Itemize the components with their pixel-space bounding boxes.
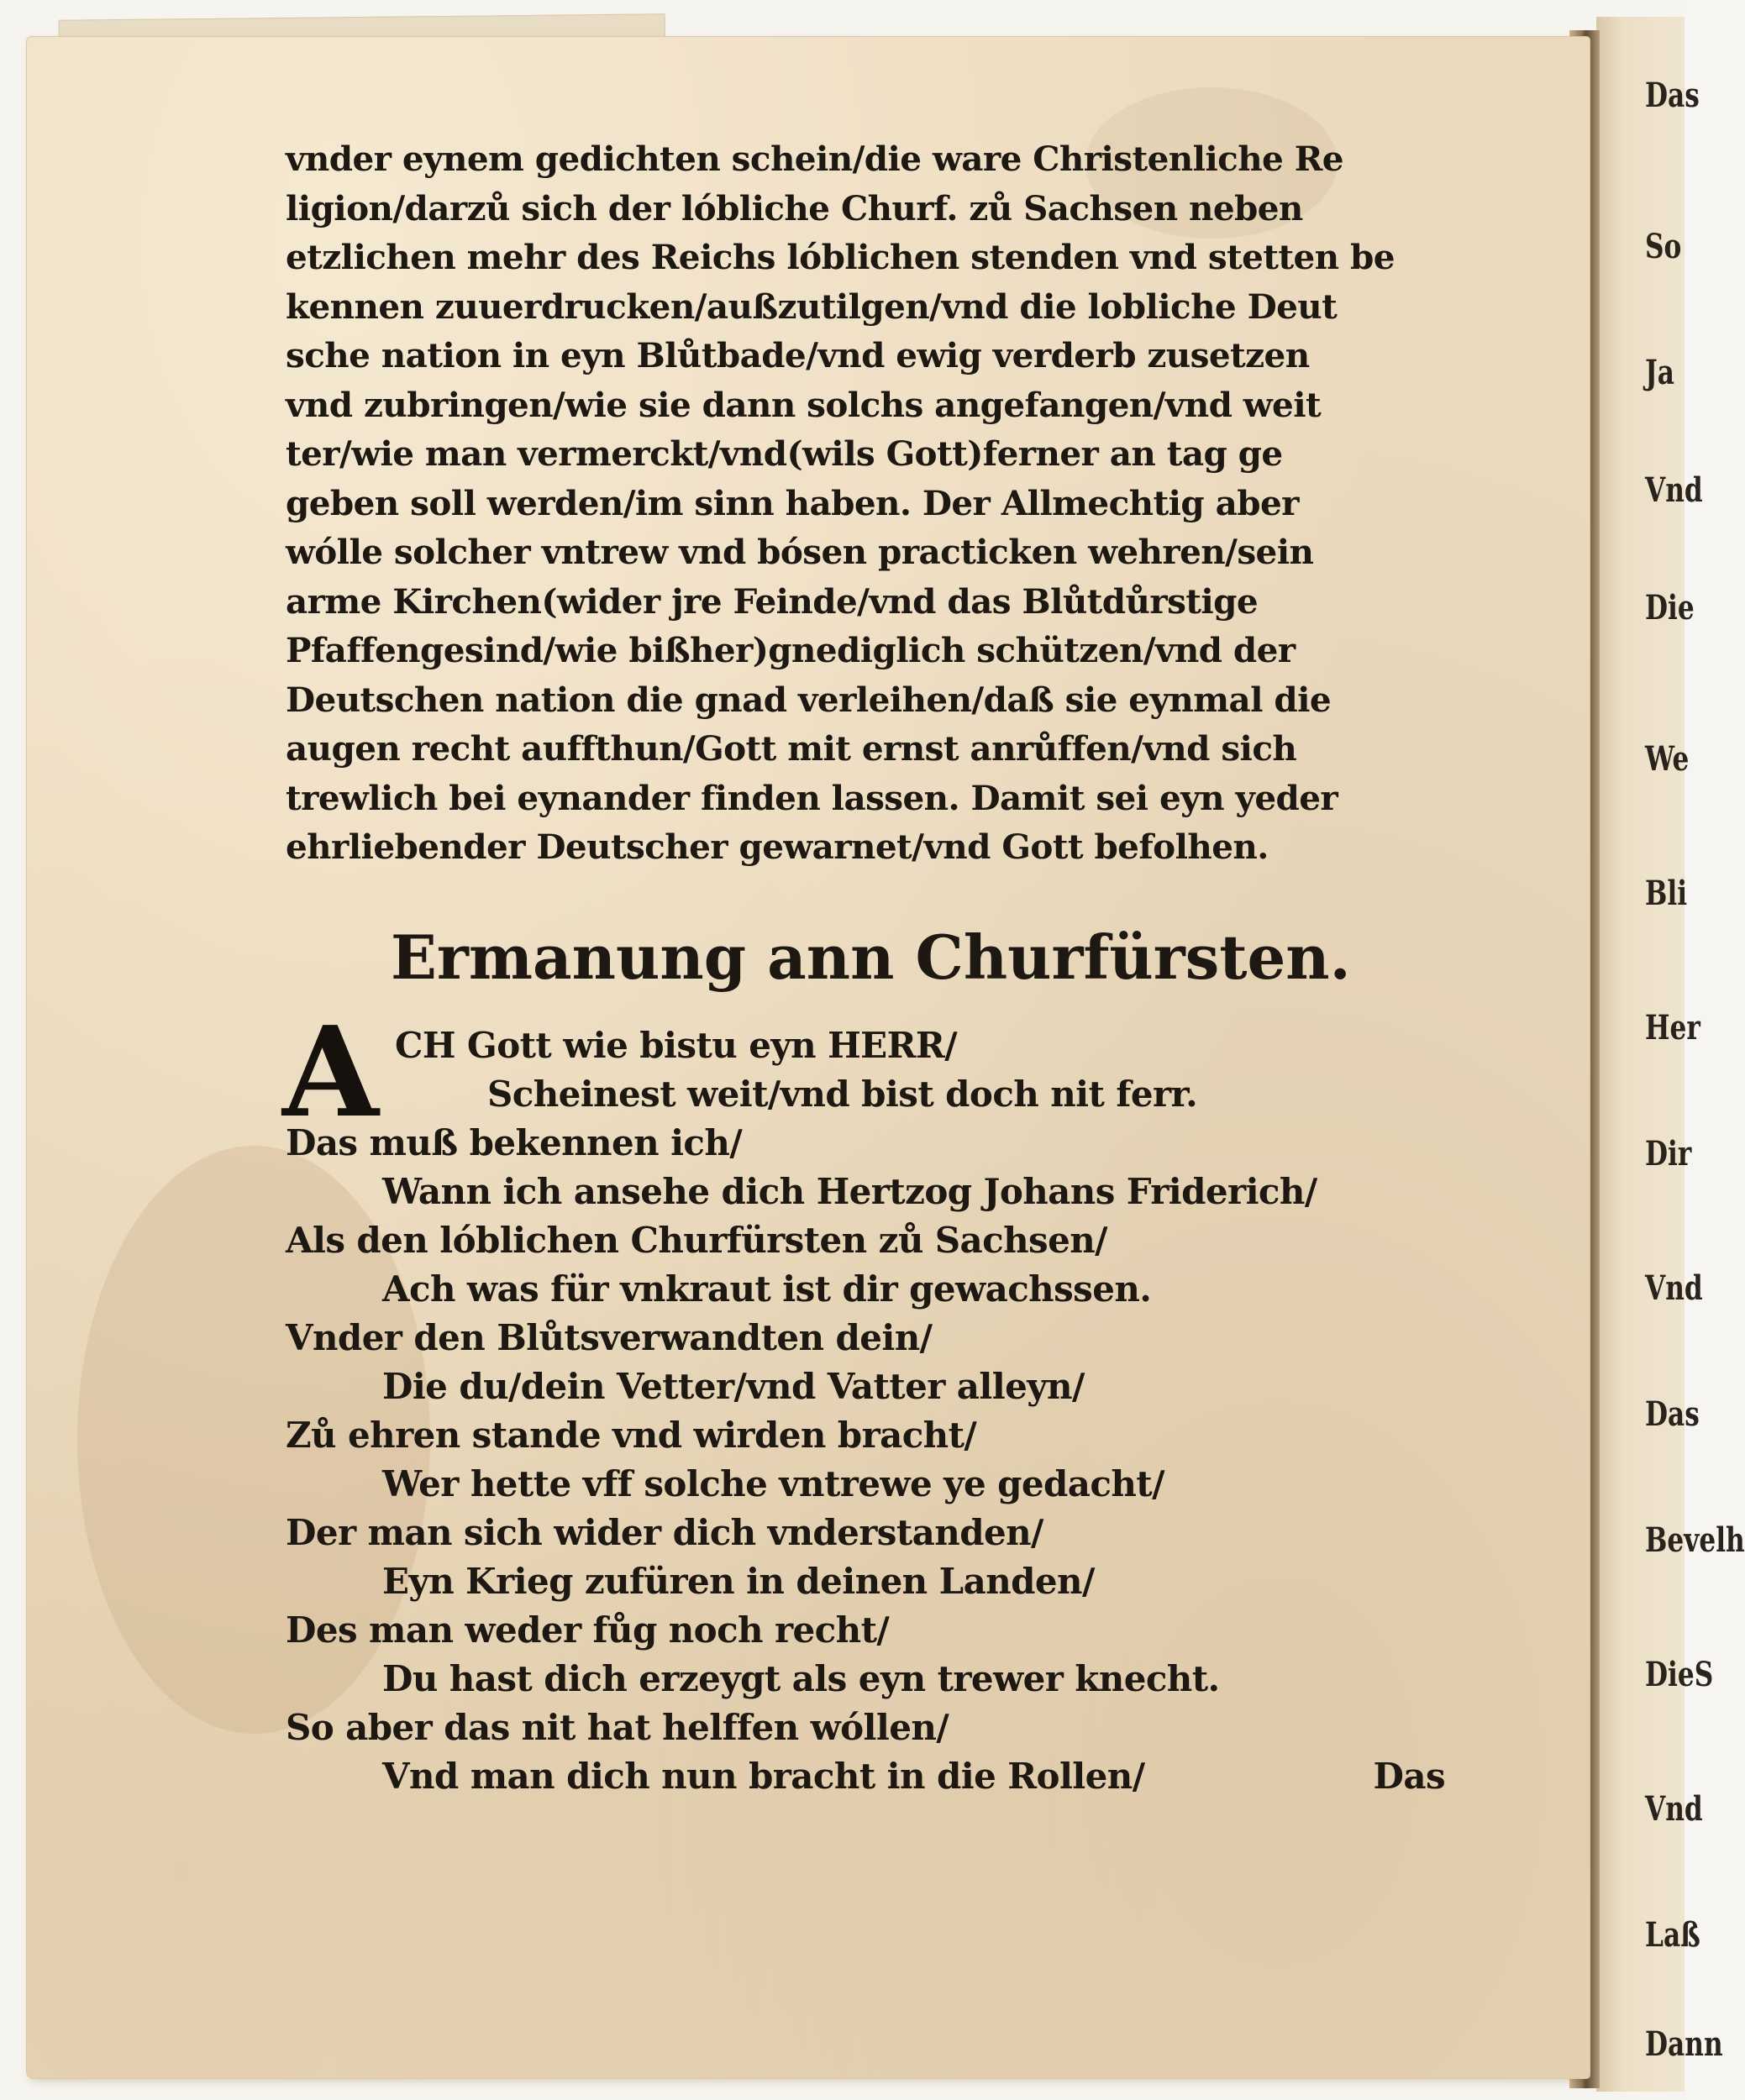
facing-page-fragment: Die	[1645, 588, 1695, 627]
facing-page-fragment: Ja	[1645, 353, 1674, 392]
facing-page-fragment: Dir	[1645, 1134, 1692, 1173]
facing-page-fragment: Vnd	[1645, 1789, 1703, 1829]
prose-line: etzlichen mehr des Reichs lóblichen stenden vnd stetten be	[286, 237, 1395, 277]
verse-line: Ach was für vnkraut ist dir gewachssen.	[382, 1268, 1152, 1310]
drop-capital: A	[282, 998, 379, 1145]
facing-page-fragment: Dann	[1645, 2024, 1723, 2064]
verse-line: CH Gott wie bistu eyn HERR/	[395, 1024, 957, 1066]
prose-line: vnder eynem gedichten schein/die ware Christenliche Re	[286, 139, 1343, 179]
section-heading: Ermanung ann Churfürsten.	[391, 921, 1351, 993]
verse-line: Die du/dein Vetter/vnd Vatter alleyn/	[382, 1365, 1085, 1407]
facing-page-fragment: We	[1645, 739, 1690, 779]
facing-page-fragment: Bevelh	[1645, 1520, 1745, 1560]
verse-line: Des man weder fůg noch recht/	[286, 1609, 890, 1651]
facing-page-fragment: Her	[1645, 1008, 1700, 1047]
facing-page-fragment: Bli	[1645, 874, 1688, 913]
prose-line: ter/wie man vermerckt/vnd(wils Gott)ferner an tag ge	[286, 433, 1283, 474]
prose-paragraph	[286, 134, 1445, 872]
page-text-block	[282, 134, 1445, 1801]
prose-line: vnd zubringen/wie sie dann solchs angefangen/vnd weit	[286, 384, 1322, 425]
verse-line: Vnd man dich nun bracht in die Rollen/	[382, 1755, 1145, 1797]
prose-line: trewlich bei eynander finden lassen. Damit sei eyn yeder	[286, 777, 1338, 818]
facing-page-fragment: Das	[1645, 1394, 1700, 1434]
facing-page	[1596, 17, 1745, 2092]
prose-line: wólle solcher vntrew vnd bósen practicken wehren/sein	[286, 532, 1314, 572]
prose-line: kennen zuuerdrucken/außzutilgen/vnd die lobliche Deut	[286, 286, 1338, 327]
prose-line: augen recht auffthun/Gott mit ernst anrůffen/vnd sich	[286, 728, 1297, 769]
facing-page-fragment: DieS	[1645, 1655, 1714, 1694]
facing-page-fragment: Vnd	[1645, 470, 1703, 510]
verse-line: Wer hette vff solche vntrewe ye gedacht/	[382, 1462, 1164, 1504]
facing-page-fragment: Laß	[1645, 1915, 1700, 1955]
verse-line: Eyn Krieg zufüren in deinen Landen/	[382, 1560, 1095, 1602]
verse-line: Scheinest weit/vnd bist doch nit ferr.	[487, 1073, 1198, 1115]
verse-line: So aber das nit hat helffen wóllen/	[286, 1706, 949, 1748]
prose-line: Deutschen nation die gnad verleihen/daß sie eynmal die	[286, 679, 1332, 720]
prose-line: arme Kirchen(wider jre Feinde/vnd das Blůtdůrstige	[286, 580, 1259, 622]
verse-line: Wann ich ansehe dich Hertzog Johans Friderich/	[382, 1170, 1317, 1212]
prose-line: sche nation in eyn Blůtbade/vnd ewig verderb zusetzen	[286, 335, 1310, 375]
catchword: Das	[1373, 1755, 1445, 1797]
verse-line: Als den lóblichen Churfürsten zů Sachsen/	[286, 1219, 1107, 1261]
prose-line: Pfaffengesind/wie bißher)gnediglich schützen/vnd der	[286, 630, 1296, 670]
verse-line: Der man sich wider dich vnderstanden/	[286, 1511, 1043, 1553]
verse-block	[282, 998, 1445, 1801]
verse-lines	[286, 1119, 1445, 1752]
verse-line: Du hast dich erzeygt als eyn trewer knecht.	[382, 1657, 1220, 1699]
facing-page-fragment: Vnd	[1645, 1268, 1703, 1308]
verse-line: Zů ehren stande vnd wirden bracht/	[286, 1414, 977, 1456]
prose-line: geben soll werden/im sinn haben. Der Allmechtig aber	[286, 482, 1299, 523]
verse-line: Vnder den Blůtsverwandten dein/	[286, 1316, 933, 1358]
verse-last-row	[286, 1752, 1445, 1801]
verse-line: Das muß bekennen ich/	[286, 1121, 743, 1163]
prose-line: ligion/darzů sich der lóbliche Churf. zů Sachsen neben	[286, 187, 1303, 228]
facing-page-fragment: Das	[1645, 76, 1700, 115]
facing-page-fragment: So	[1645, 227, 1682, 266]
prose-line: ehrliebender Deutscher gewarnet/vnd Gott befolhen.	[286, 827, 1269, 867]
